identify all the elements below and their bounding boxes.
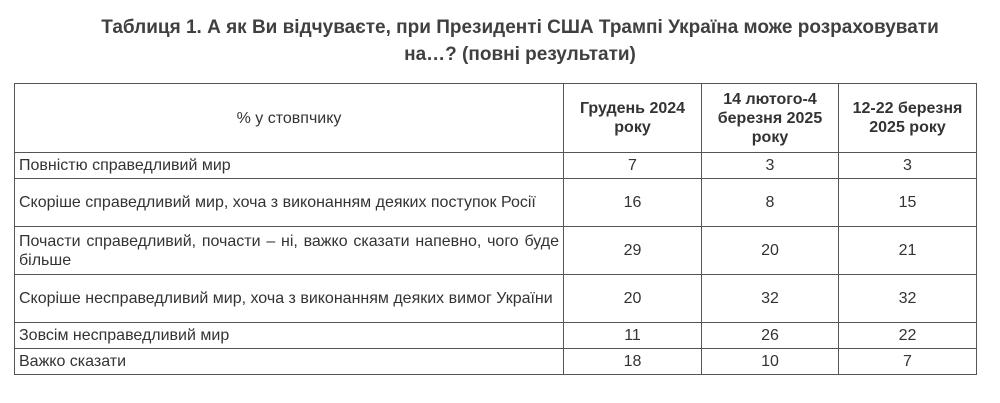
cell-value: 8 (702, 179, 839, 227)
header-feb-mar-2025: 14 лютого-4 березня 2025 року (702, 84, 839, 153)
cell-value: 16 (564, 179, 702, 227)
cell-value: 18 (564, 349, 702, 375)
table-title (40, 14, 1000, 68)
cell-value: 15 (839, 179, 977, 227)
cell-value: 32 (702, 275, 839, 323)
row-label: Повністю справедливий мир (15, 153, 564, 179)
row-label: Скоріше несправедливий мир, хоча з виконанням деяких вимог України (15, 275, 564, 323)
table-title-line-1: Таблиця 1. А як Ви відчуваєте, при Президенті США Трампі Україна може розраховувати (101, 17, 939, 38)
table-title-line-2: на…? (повні результати) (404, 44, 636, 65)
header-december-2024: Грудень 2024 року (564, 84, 702, 153)
table-row (15, 179, 977, 227)
table-row (15, 153, 977, 179)
header-label-column: % у стовпчику (15, 84, 564, 153)
header-march-2025: 12-22 березня 2025 року (839, 84, 977, 153)
row-label: Почасти справедливий, почасти – ні, важко сказати напевно, чого буде більше (15, 227, 564, 275)
row-label: Скоріше справедливий мир, хоча з виконанням деяких поступок Росії (15, 179, 564, 227)
cell-value: 11 (564, 323, 702, 349)
cell-value: 22 (839, 323, 977, 349)
cell-value: 20 (564, 275, 702, 323)
table-row (15, 323, 977, 349)
table-header-row (15, 84, 977, 153)
cell-value: 20 (702, 227, 839, 275)
cell-value: 7 (839, 349, 977, 375)
cell-value: 7 (564, 153, 702, 179)
cell-value: 29 (564, 227, 702, 275)
cell-value: 10 (702, 349, 839, 375)
row-label: Важко сказати (15, 349, 564, 375)
cell-value: 32 (839, 275, 977, 323)
results-table (14, 83, 977, 375)
cell-value: 26 (702, 323, 839, 349)
table-row (15, 349, 977, 375)
cell-value: 21 (839, 227, 977, 275)
table-row (15, 275, 977, 323)
table-row (15, 227, 977, 275)
cell-value: 3 (839, 153, 977, 179)
cell-value: 3 (702, 153, 839, 179)
row-label: Зовсім несправедливий мир (15, 323, 564, 349)
